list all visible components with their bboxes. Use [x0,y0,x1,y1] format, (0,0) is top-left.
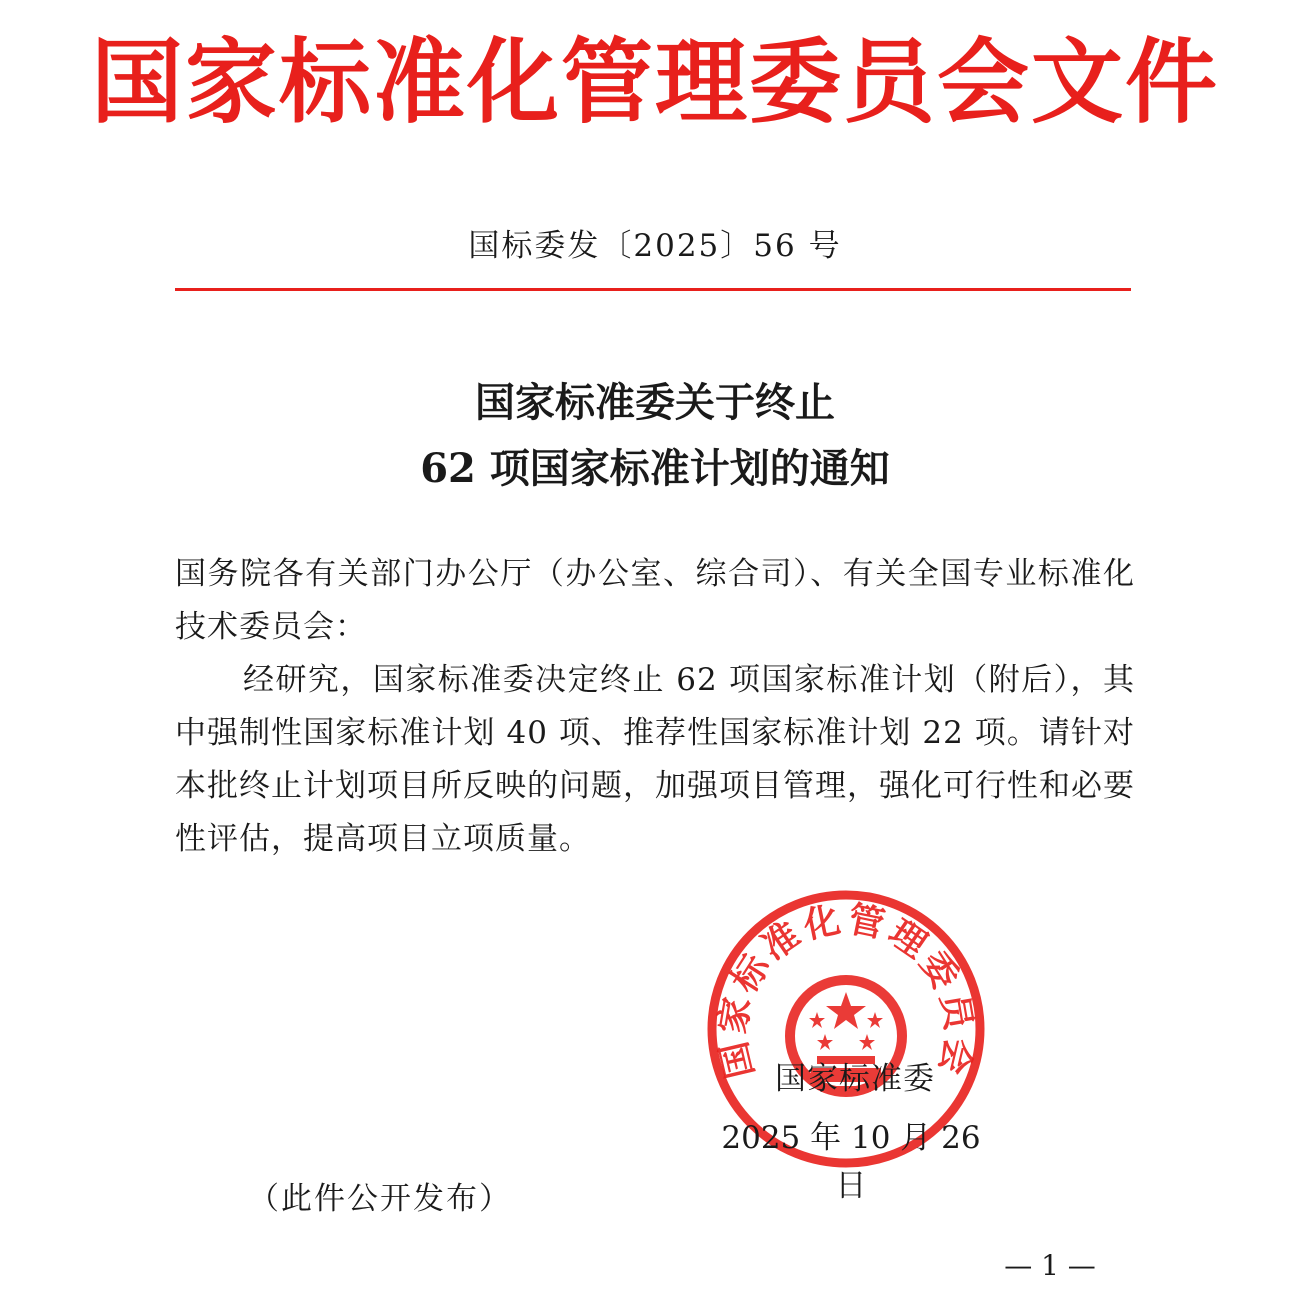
seal-text: 国家标准化管理委员会 [712,898,980,1083]
main-paragraph: 经研究，国家标准委决定终止 62 项国家标准计划（附后），其中强制性国家标准计划 40 项、推荐性国家标准计划 22 项。请针对本批终止计划项目所反映的问题，加强项目管理，强化可行性和必要性评估，提高项目立项质量。 [175,662,1135,857]
publication-note: （此件公开发布） [248,1181,512,1217]
red-divider-line [175,288,1131,291]
issue-date: 2025 年 10 月 26 日 [721,1120,981,1204]
notice-body [175,548,1135,866]
addressee-paragraph: 国务院各有关部门办公厅（办公室、综合司）、有关全国专业标准化技术委员会： [175,556,1135,645]
notice-title [0,370,1310,502]
title-line-2: 62 项国家标准计划的通知 [420,445,890,492]
document-number: 国标委发〔2025〕56 号 [468,228,842,264]
page-number: — 1 — [1004,1249,1096,1282]
document-masthead: 国家标准化管理委员会文件 [90,29,1219,136]
title-line-1: 国家标准委关于终止 [475,379,835,426]
signer-name: 国家标准委 [775,1061,935,1097]
